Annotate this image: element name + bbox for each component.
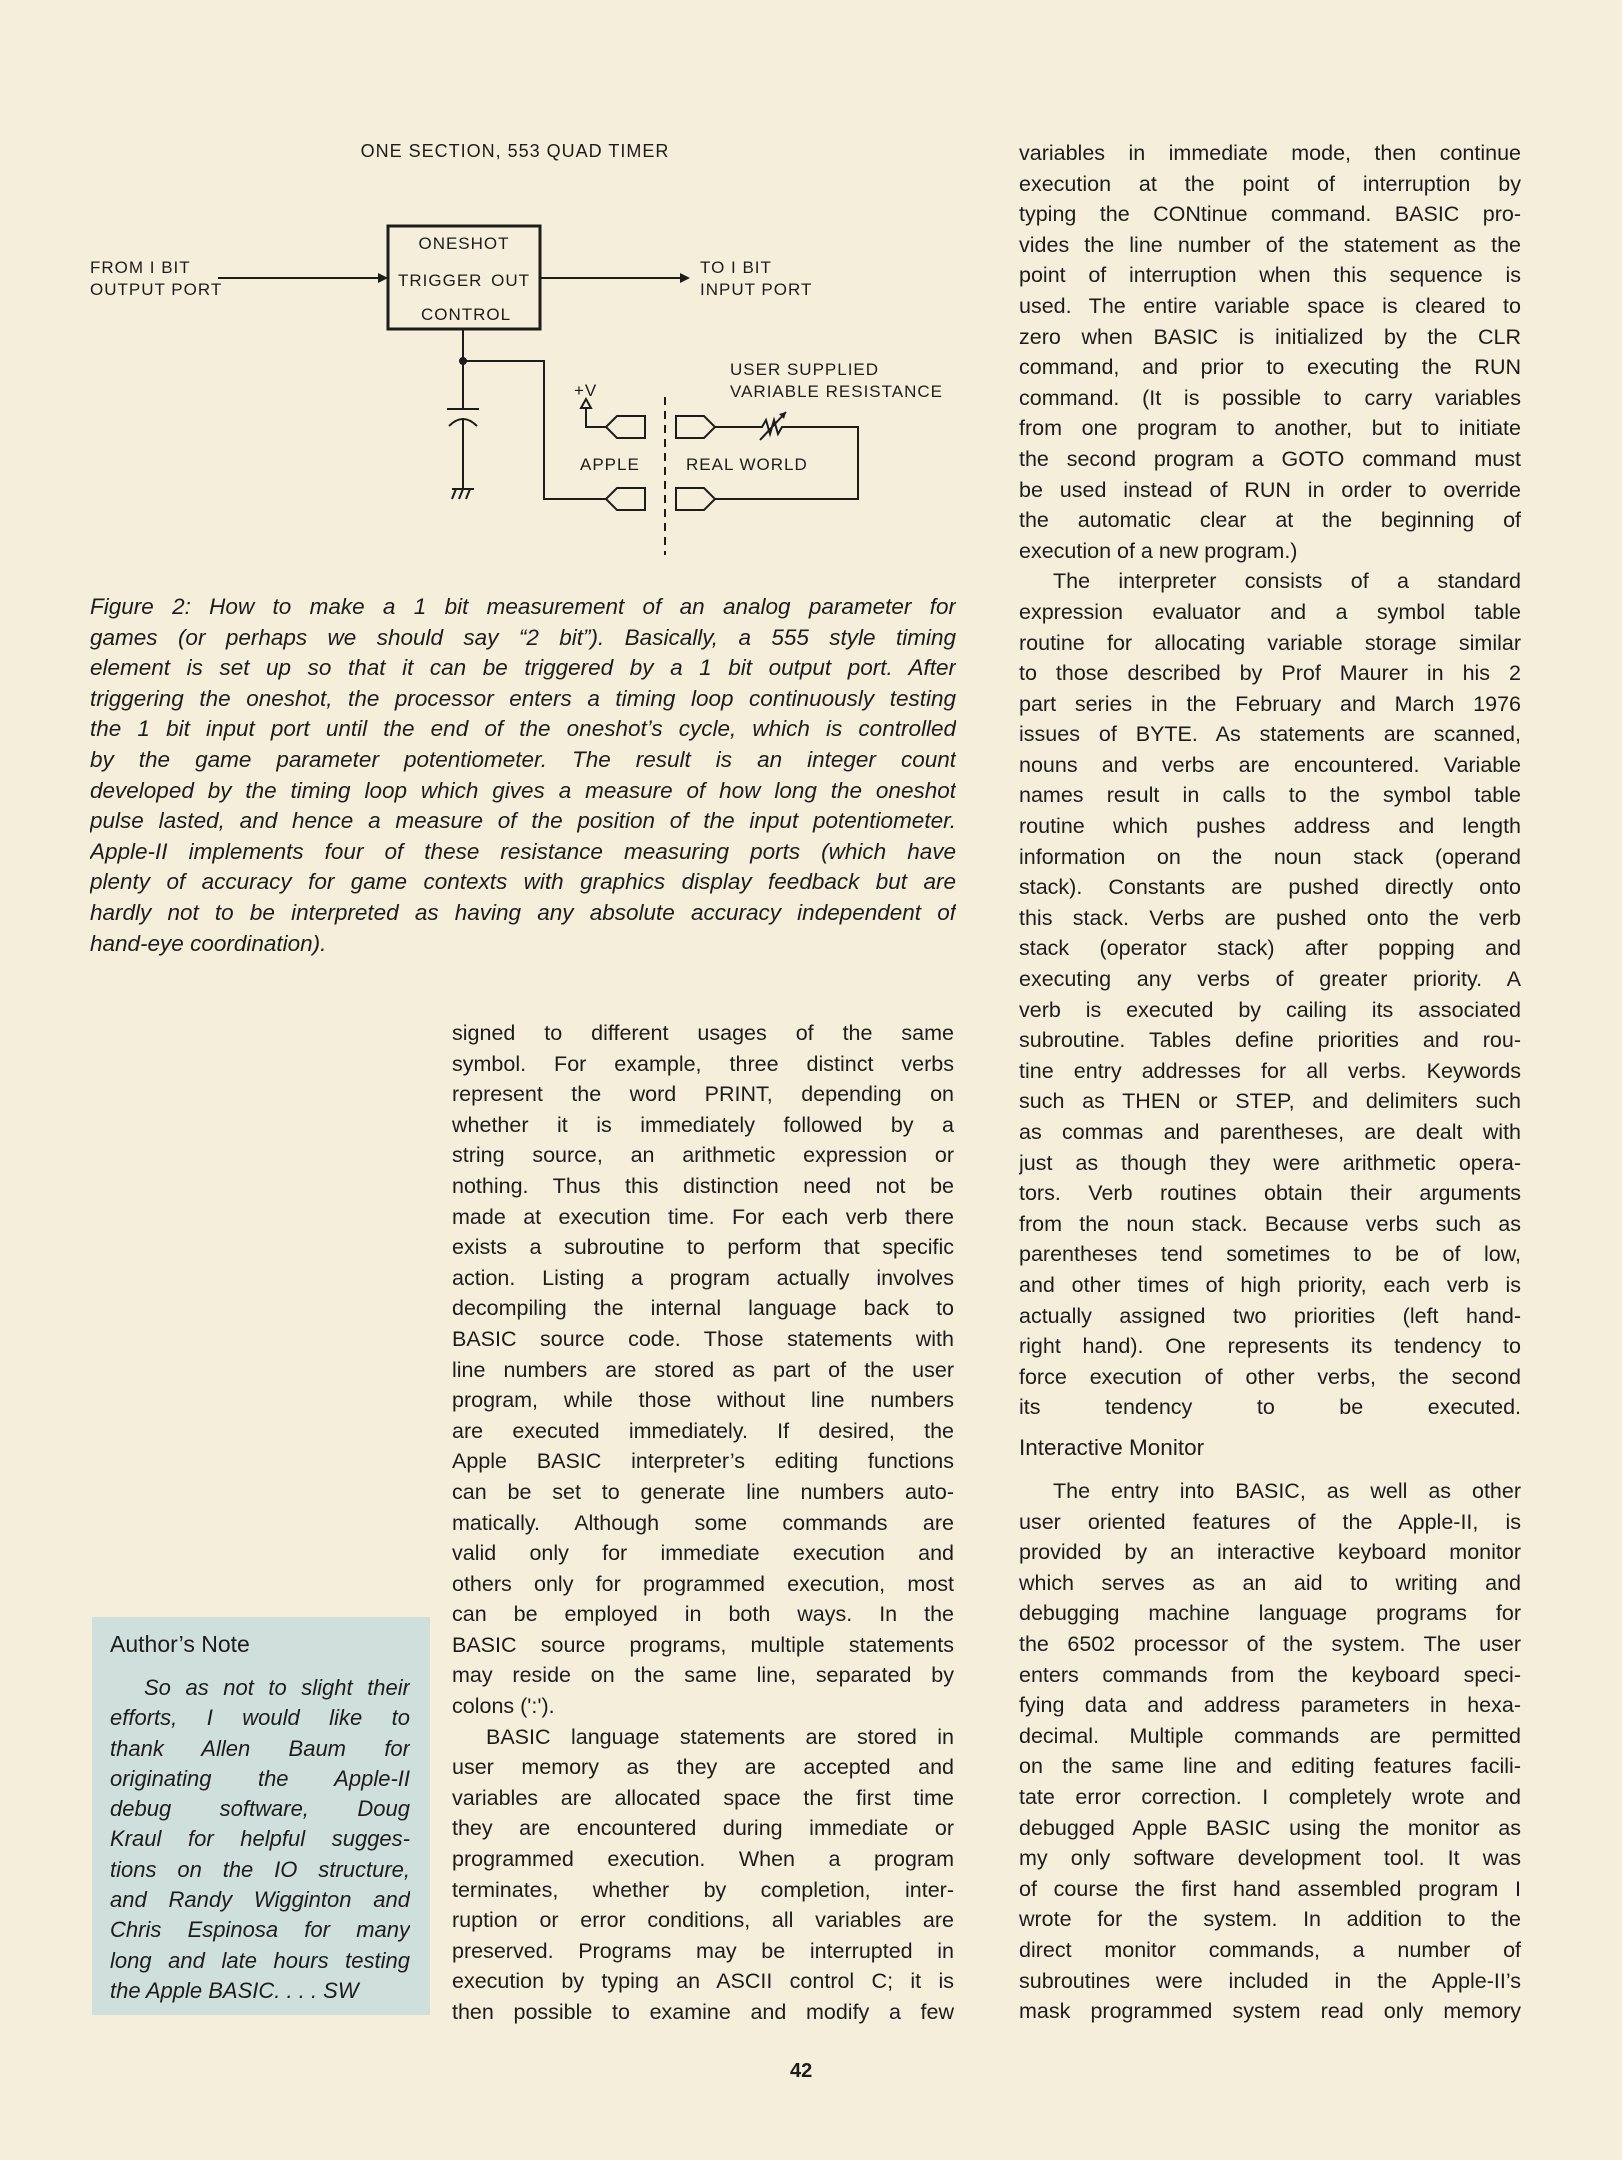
text-line: names result in calls to the symbol table: [1019, 783, 1521, 808]
text-line: tions on the IO structure,: [110, 1856, 410, 1882]
text-line: made at execution time. For each verb there: [452, 1204, 954, 1229]
text-line: tate error correction. I completely wrote and: [1019, 1784, 1521, 1809]
figure-caption: [90, 592, 956, 959]
text-line: on the same line and editing features facili-: [1019, 1754, 1521, 1779]
text-line: execution by typing an ASCII control C; it is: [452, 1969, 954, 1994]
text-line: The entry into BASIC, as well as other: [1053, 1479, 1521, 1503]
box-label-trigger: TRIGGER: [398, 271, 483, 290]
text-line: direct monitor commands, a number of: [1019, 1937, 1521, 1962]
text-line: can be employed in both ways. In the: [452, 1602, 954, 1627]
text-line: they are encountered during immediate or: [452, 1816, 954, 1841]
text-line: user oriented features of the Apple-II, is: [1019, 1509, 1521, 1534]
text-line: this stack. Verbs are pushed onto the verb: [1019, 905, 1521, 930]
timer-circuit-diagram: [0, 0, 960, 580]
text-line: string source, an arithmetic expression or: [452, 1143, 954, 1168]
text-line: originating the Apple-II: [110, 1765, 410, 1791]
text-line: others only for programmed execution, most: [452, 1571, 954, 1596]
text-line: my only software development tool. It was: [1019, 1846, 1521, 1871]
text-line: Figure 2: How to make a 1 bit measurement of an analog parameter for: [90, 594, 956, 619]
text-line: hardly not to be interpreted as having any absolute accuracy independent of: [90, 899, 956, 925]
text-line: fying data and address parameters in hexa-: [1019, 1693, 1521, 1718]
text-line: the Apple BASIC. . . . SW: [110, 1977, 359, 2003]
text-line: part series in the February and March 1976: [1019, 691, 1521, 716]
text-line: hand-eye coordination).: [90, 930, 327, 956]
text-line: parentheses tend sometimes to be of low,: [1019, 1242, 1521, 1267]
text-line: pulse lasted, and hence a measure of the position of the input potentiometer.: [90, 808, 956, 834]
text-line: subroutines were included in the Apple-II’s: [1019, 1968, 1521, 1993]
text-line: routine for allocating variable storage similar: [1019, 630, 1521, 655]
page-number: 42: [790, 2060, 813, 2082]
text-line: information on the noun stack (operand: [1019, 844, 1521, 869]
middle-column: [452, 1018, 954, 2028]
output-arrow-icon: [680, 273, 690, 283]
output-label-line2: INPUT PORT: [700, 280, 813, 299]
output-label-line1: TO I BIT: [700, 258, 772, 277]
text-line: by the game parameter potentiometer. The result is an integer count: [90, 746, 956, 772]
text-line: preserved. Programs may be interrupted in: [452, 1938, 954, 1963]
text-line: exists a subroutine to perform that specific: [452, 1235, 954, 1260]
text-line: which serves as an aid to writing and: [1019, 1570, 1521, 1595]
text-line: represent the word PRINT, depending on: [452, 1082, 954, 1107]
text-line: then possible to examine and modify a few: [452, 2000, 954, 2024]
text-line: element is set up so that it can be triggered by a 1 bit output port. After: [90, 655, 956, 681]
text-line: The interpreter consists of a standard: [1053, 569, 1521, 594]
text-line: debug software, Doug: [110, 1796, 410, 1822]
text-line: tine entry addresses for all verbs. Keywords: [1019, 1058, 1521, 1083]
supply-label: +V: [574, 381, 598, 400]
text-line: variables are allocated space the first time: [452, 1785, 954, 1810]
text-line: action. Listing a program actually involves: [452, 1265, 954, 1290]
text-line: variables in immediate mode, then continue: [1019, 141, 1521, 165]
text-line: may reside on the same line, separated by: [452, 1663, 954, 1688]
text-line: terminates, whether by completion, inter-: [452, 1877, 954, 1902]
text-line: provided by an interactive keyboard monitor: [1019, 1540, 1521, 1565]
text-line: BASIC source programs, multiple statements: [452, 1632, 954, 1657]
section-heading-interactive-monitor: Interactive Monitor: [1019, 1435, 1205, 1460]
text-line: stack). Constants are pushed directly onto: [1019, 875, 1521, 900]
text-line: its tendency to be executed.: [1019, 1395, 1521, 1420]
text-line: be used instead of RUN in order to override: [1019, 477, 1521, 502]
text-line: programmed execution. When a program: [452, 1847, 954, 1872]
text-line: thank Allen Baum for: [110, 1735, 410, 1761]
text-line: tors. Verb routines obtain their arguments: [1019, 1181, 1521, 1206]
text-line: force execution of other verbs, the second: [1019, 1364, 1521, 1389]
ground-icon: [452, 489, 474, 499]
text-line: command, and prior to executing the RUN: [1019, 355, 1521, 380]
text-line: triggering the oneshot, the processor enters a timing loop continuously testing: [90, 685, 956, 711]
text-line: actually assigned two priorities (left hand-: [1019, 1303, 1521, 1328]
box-label-out: OUT: [491, 271, 530, 290]
text-line: mask programmed system read only memory: [1019, 1999, 1521, 2024]
text-line: and Randy Wigginton and: [110, 1887, 410, 1913]
resistance-label-line1: USER SUPPLIED: [730, 360, 880, 379]
text-line: execution of a new program.): [1019, 538, 1298, 563]
text-line: issues of BYTE. As statements are scanned,: [1019, 722, 1521, 747]
authors-note-text: [110, 1673, 410, 2006]
text-line: BASIC source code. Those statements with: [452, 1326, 954, 1351]
authors-note-title: Author’s Note: [110, 1631, 250, 1657]
text-line: verb is executed by cailing its associated: [1019, 997, 1521, 1022]
text-line: stack (operator stack) after popping and: [1019, 936, 1521, 961]
text-line: wrote for the system. In addition to the: [1019, 1907, 1521, 1932]
text-line: debugging machine language programs for: [1019, 1601, 1521, 1626]
authors-note-box: [92, 1617, 430, 2015]
text-line: right hand). One represents its tendency to: [1019, 1334, 1521, 1359]
text-line: colons (':').: [452, 1694, 555, 1719]
text-line: zero when BASIC is initialized by the CLR: [1019, 324, 1521, 349]
text-line: decompiling the internal language back to: [452, 1296, 954, 1321]
text-line: subroutine. Tables define priorities and rou-: [1019, 1028, 1521, 1053]
text-line: point of interruption when this sequence is: [1019, 263, 1521, 288]
input-label-line2: OUTPUT PORT: [90, 280, 223, 299]
text-line: whether it is immediately followed by a: [452, 1112, 954, 1137]
text-line: from one program to another, but to initiate: [1019, 416, 1521, 441]
text-line: from the noun stack. Because verbs such as: [1019, 1211, 1521, 1236]
text-line: executing any verbs of greater priority. A: [1019, 967, 1521, 992]
text-line: are executed immediately. If desired, the: [452, 1418, 954, 1443]
text-line: command. (It is possible to carry variables: [1019, 385, 1521, 410]
right-column: [1019, 138, 1521, 1423]
text-line: the 6502 processor of the system. The user: [1019, 1631, 1521, 1656]
text-line: games (or perhaps we should say “2 bit”). Basically, a 555 style timing: [90, 624, 956, 650]
text-line: debugged Apple BASIC using the monitor as: [1019, 1815, 1521, 1840]
text-line: execution at the point of interruption by: [1019, 171, 1521, 196]
text-line: of course the first hand assembled program I: [1019, 1876, 1521, 1901]
text-line: valid only for immediate execution and: [452, 1541, 954, 1566]
diagram-title: ONE SECTION, 553 QUAD TIMER: [360, 141, 670, 161]
text-line: decimal. Multiple commands are permitted: [1019, 1723, 1521, 1748]
text-line: signed to different usages of the same: [452, 1021, 954, 1045]
box-label-oneshot: ONESHOT: [418, 234, 510, 253]
monitor-section: [1019, 1476, 1521, 2027]
text-line: as commas and parentheses, are dealt with: [1019, 1120, 1521, 1144]
text-line: developed by the timing loop which gives a measure of how long the oneshot: [90, 777, 956, 803]
text-line: nouns and verbs are encountered. Variable: [1019, 752, 1521, 777]
apple-label: APPLE: [580, 455, 640, 474]
text-line: Apple BASIC interpreter’s editing functions: [452, 1449, 954, 1474]
text-line: routine which pushes address and length: [1019, 814, 1521, 839]
text-line: user memory as they are accepted and: [452, 1755, 954, 1780]
text-line: Chris Espinosa for many: [110, 1917, 410, 1943]
resistance-label-line2: VARIABLE RESISTANCE: [730, 382, 943, 401]
input-label-line1: FROM I BIT: [90, 258, 191, 277]
text-line: efforts, I would like to: [110, 1705, 410, 1731]
text-line: program, while those without line numbers: [452, 1388, 954, 1413]
text-line: Apple-II implements four of these resistance measuring ports (which have: [90, 838, 956, 864]
text-line: the automatic clear at the beginning of: [1019, 508, 1521, 533]
text-line: Kraul for helpful sugges-: [110, 1826, 410, 1852]
text-line: matically. Although some commands are: [452, 1510, 954, 1535]
text-line: the second program a GOTO command must: [1019, 446, 1521, 471]
text-line: vides the line number of the statement as the: [1019, 232, 1521, 257]
text-line: can be set to generate line numbers auto-: [452, 1479, 954, 1504]
text-line: ruption or error conditions, all variables are: [452, 1908, 954, 1933]
text-line: symbol. For example, three distinct verbs: [452, 1051, 954, 1076]
supply-arrow-icon: [581, 399, 591, 408]
text-line: line numbers are stored as part of the user: [452, 1357, 954, 1382]
text-line: plenty of accuracy for game contexts with graphics display feedback but are: [90, 869, 956, 895]
text-line: typing the CONtinue command. BASIC pro-: [1019, 202, 1521, 227]
junction-dot: [459, 357, 467, 365]
text-line: enters commands from the keyboard speci-: [1019, 1662, 1521, 1687]
text-line: long and late hours testing: [110, 1947, 410, 1973]
supply-wire: [586, 408, 606, 427]
box-label-control: CONTROL: [420, 305, 512, 324]
text-line: nothing. Thus this distinction need not be: [452, 1173, 954, 1198]
text-line: the 1 bit input port until the end of the oneshot’s cycle, which is controlled: [90, 716, 956, 742]
text-line: to those described by Prof Maurer in his 2: [1019, 661, 1521, 686]
text-line: BASIC language statements are stored in: [486, 1724, 954, 1749]
text-line: such as THEN or STEP, and delimiters such: [1019, 1089, 1521, 1114]
text-line: and other times of high priority, each verb is: [1019, 1272, 1521, 1297]
real-world-label: REAL WORLD: [686, 455, 808, 474]
text-line: expression evaluator and a symbol table: [1019, 599, 1521, 624]
text-line: used. The entire variable space is cleared to: [1019, 293, 1521, 318]
text-line: So as not to slight their: [144, 1675, 410, 1700]
text-line: just as though they were arithmetic opera-: [1019, 1150, 1521, 1175]
